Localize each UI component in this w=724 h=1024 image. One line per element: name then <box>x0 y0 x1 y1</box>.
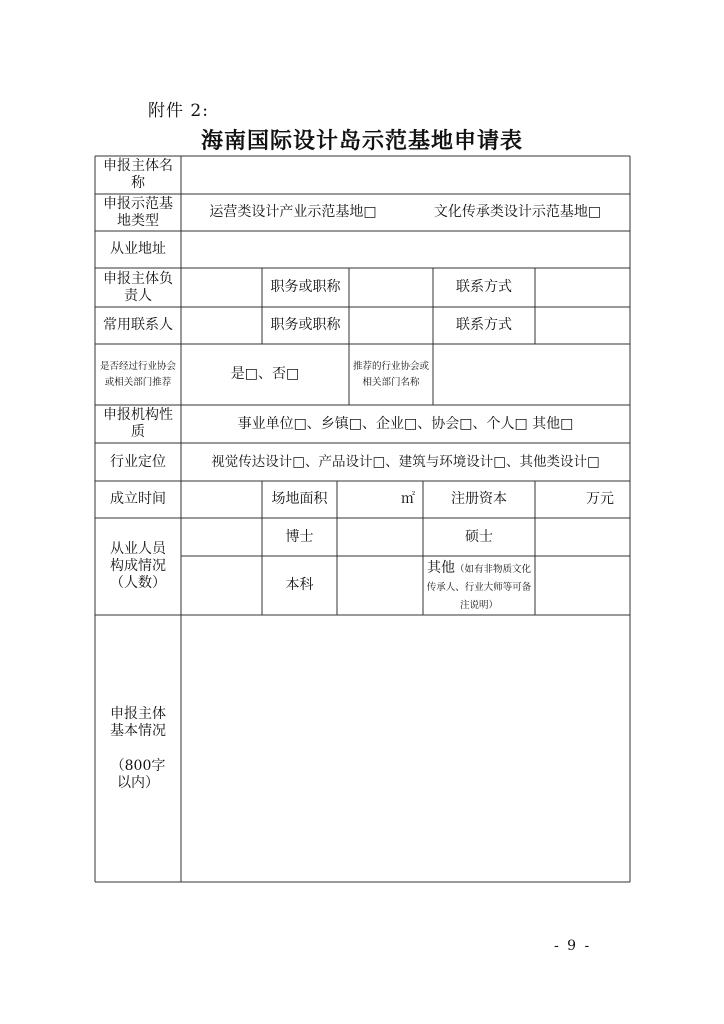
attachment-label: 附件 2: <box>148 101 209 121</box>
established-field[interactable] <box>181 481 262 518</box>
bachelor-label: 本科 <box>285 577 314 593</box>
contact-label-1: 联系方式 <box>456 279 512 295</box>
principal-field[interactable] <box>181 268 262 307</box>
type-option-culture[interactable]: 文化传承类设计示范基地□ <box>433 204 602 220</box>
basic-info-limit: （800字以内） <box>110 757 166 791</box>
staff-total-field[interactable] <box>181 518 262 615</box>
applicant-name-label: 申报主体名称 <box>103 158 173 191</box>
reg-capital-label: 注册资本 <box>451 491 507 507</box>
bachelor-field[interactable] <box>337 556 423 615</box>
form-title: 海南国际设计岛示范基地申请表 <box>200 128 523 154</box>
position-field-1[interactable] <box>349 268 433 307</box>
basic-info-field[interactable] <box>181 615 630 882</box>
staff-composition-label: 从业人员构成情况（人数） <box>110 541 166 591</box>
base-type-label: 申报示范基地类型 <box>103 195 173 229</box>
page-number: - 9 - <box>554 938 592 954</box>
master-field[interactable] <box>535 518 630 556</box>
position-label-1: 职务或职称 <box>270 279 341 295</box>
phd-label: 博士 <box>285 528 314 545</box>
master-label: 硕士 <box>465 528 493 545</box>
type-option-operation[interactable]: 运营类设计产业示范基地□ <box>209 204 377 220</box>
recommending-assoc-field[interactable] <box>433 344 630 405</box>
other-staff-note: （如有非物质文化传承人、行业大师等可备注说明） <box>426 564 532 611</box>
industry-label: 行业定位 <box>110 453 166 470</box>
contact-label-2: 联系方式 <box>456 317 512 333</box>
contact-field-1[interactable] <box>535 268 630 307</box>
site-area-unit[interactable]: ㎡ <box>401 491 415 507</box>
established-label: 成立时间 <box>110 491 166 507</box>
position-label-2: 职务或职称 <box>270 317 341 333</box>
other-staff-field[interactable] <box>535 556 630 615</box>
recommended-yes-no[interactable]: 是□、否□ <box>230 366 300 382</box>
phd-field[interactable] <box>337 518 423 556</box>
principal-label: 申报主体负责人 <box>103 270 173 304</box>
address-field[interactable] <box>181 231 630 268</box>
basic-info-label: 申报主体基本情况 <box>110 705 166 739</box>
org-nature-label: 申报机构性质 <box>103 407 173 440</box>
org-nature-options[interactable]: 事业单位□、乡镇□、企业□、协会□、个人□ 其他□ <box>237 415 574 432</box>
recommending-assoc-label: 推荐的行业协会或相关部门名称 <box>352 360 429 388</box>
recommended-question-label: 是否经过行业协会或相关部门推荐 <box>99 360 176 388</box>
contact-field-2[interactable] <box>535 307 630 344</box>
site-area-label: 场地面积 <box>271 491 328 507</box>
applicant-name-field[interactable] <box>181 156 630 194</box>
address-label: 从业地址 <box>110 241 166 257</box>
reg-capital-unit[interactable]: 万元 <box>586 491 614 507</box>
other-staff-main: 其他 <box>426 560 455 576</box>
common-contact-label: 常用联系人 <box>103 317 173 333</box>
position-field-2[interactable] <box>349 307 433 344</box>
common-contact-field[interactable] <box>181 307 262 344</box>
other-staff-label <box>423 556 535 615</box>
industry-options[interactable]: 视觉传达设计□、产品设计□、建筑与环境设计□、其他类设计□ <box>211 453 600 470</box>
basic-info-label-cell <box>95 615 181 882</box>
